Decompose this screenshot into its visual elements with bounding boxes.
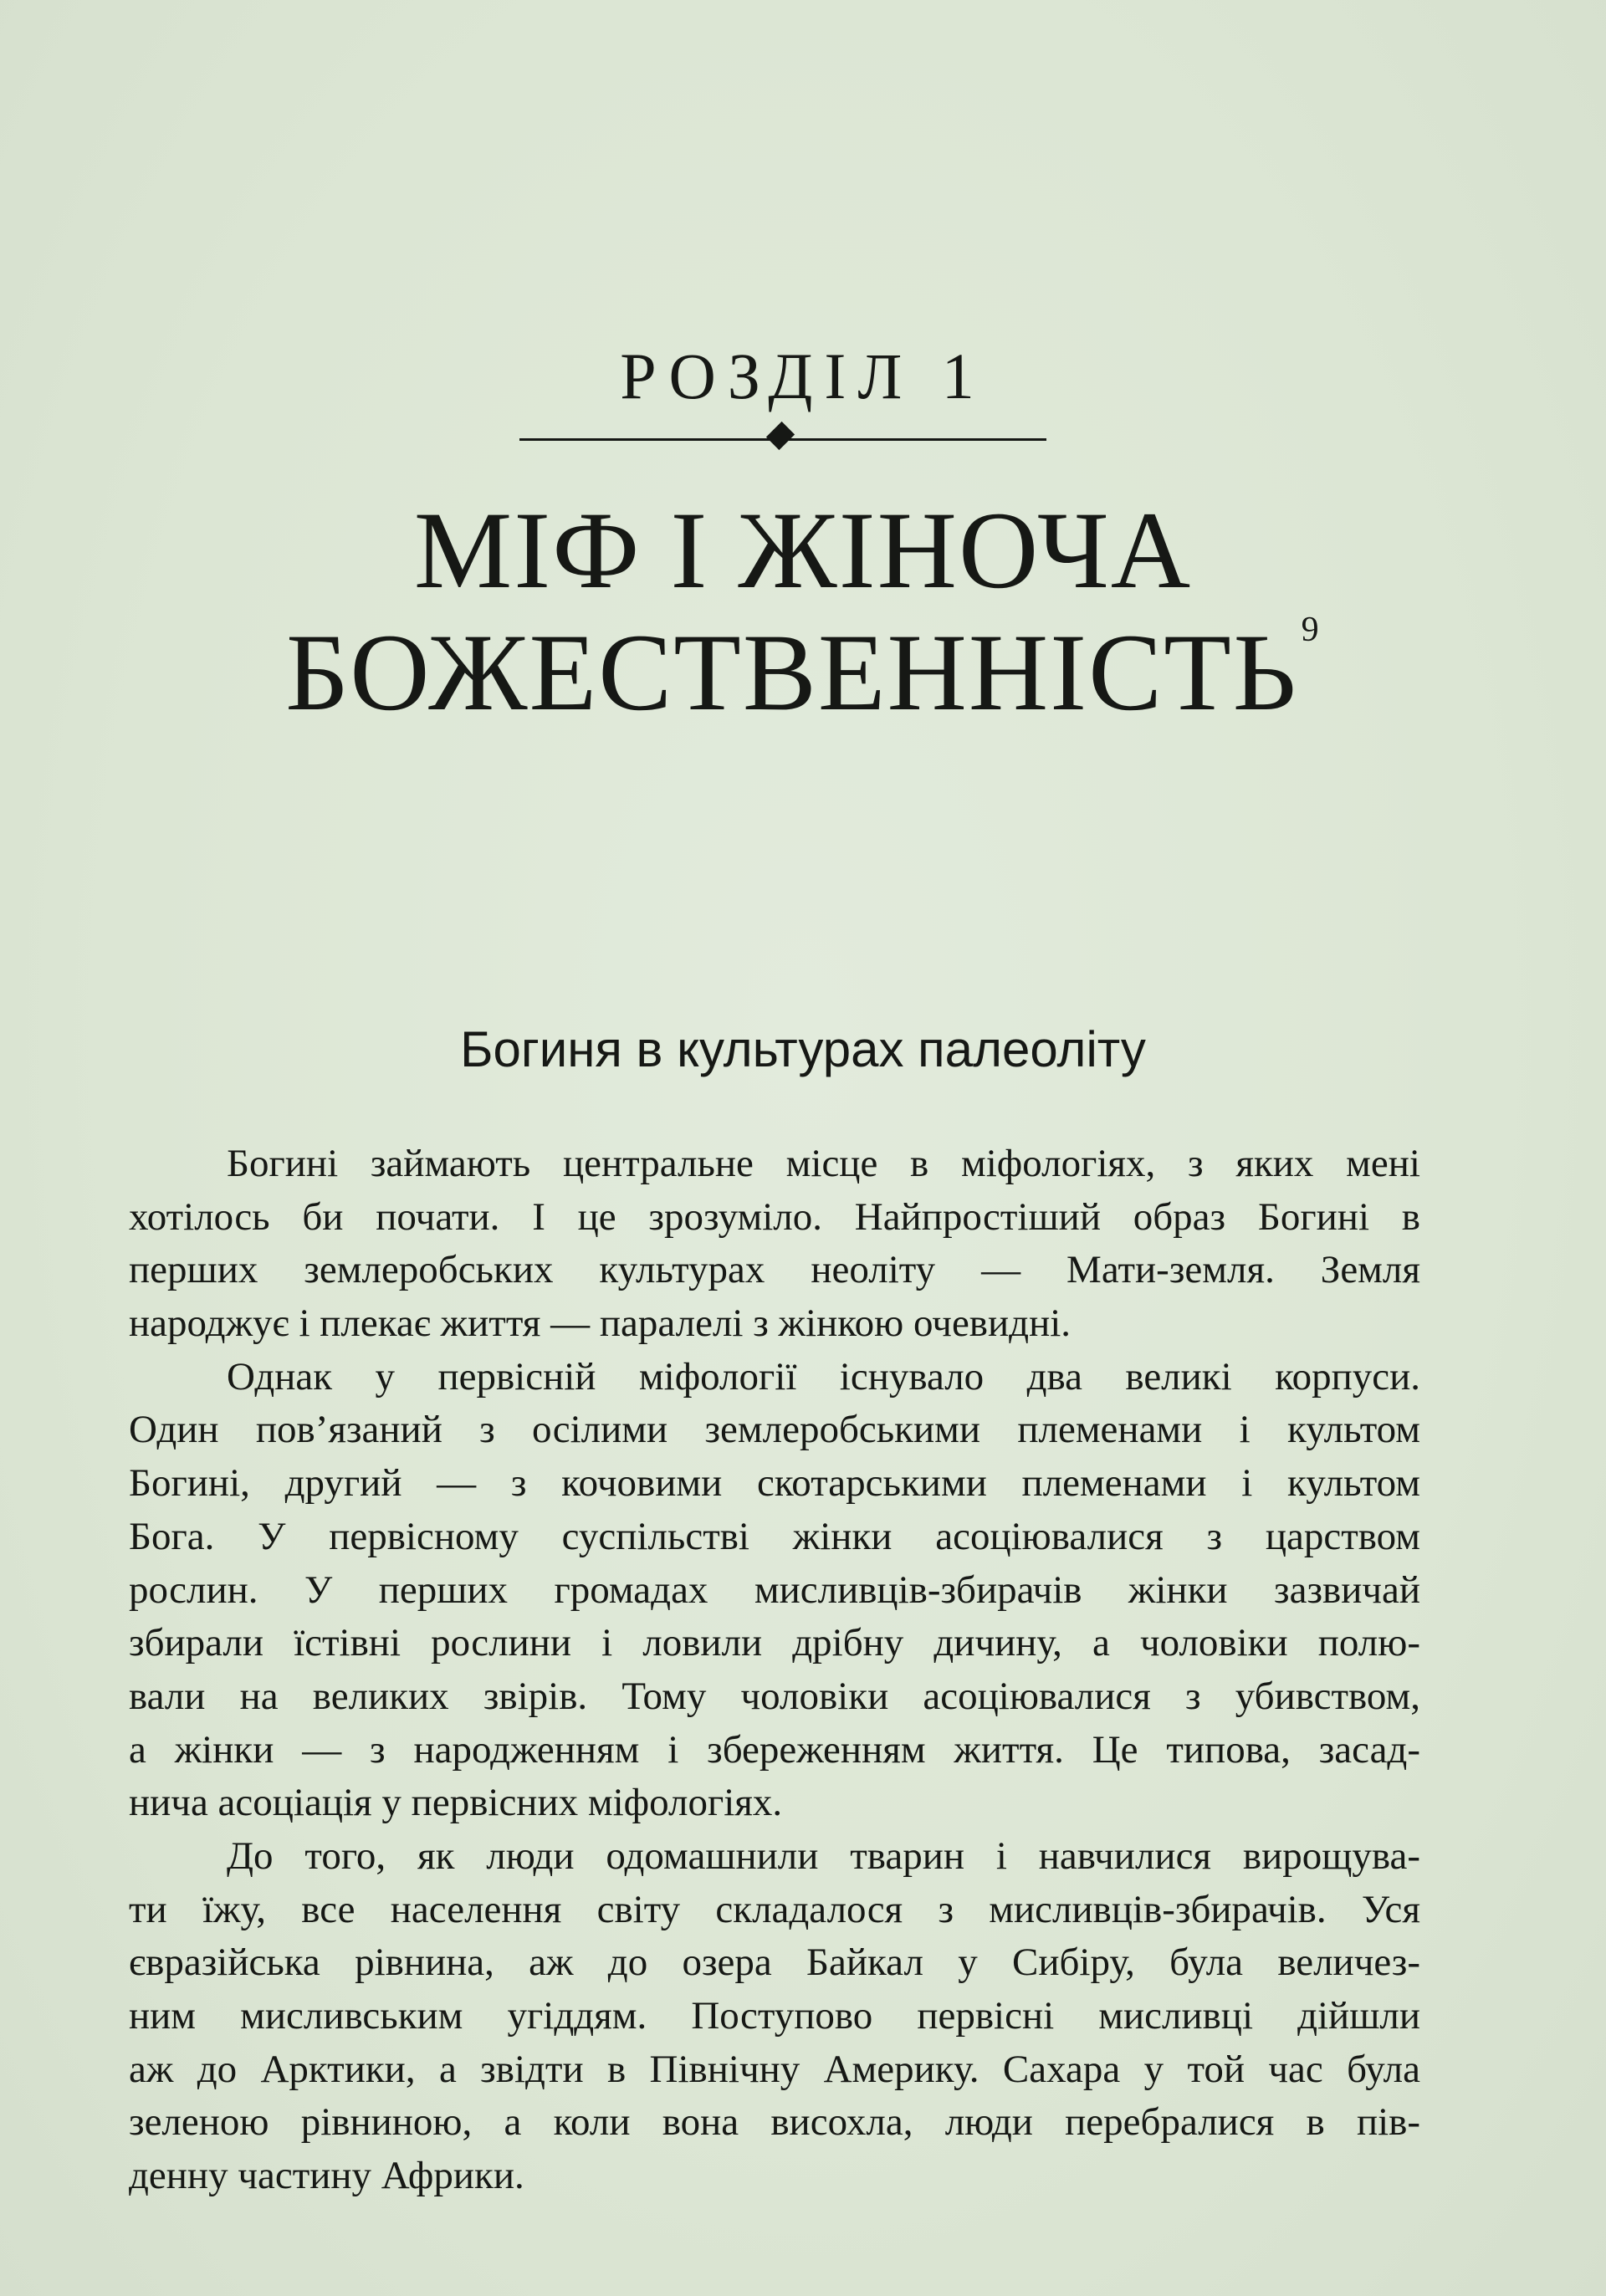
paragraph-3-line: ти їжу, все населення світу складалося з мисливців-збирачів. Уся [129,1887,1420,1931]
paragraph-3-line: До того, як люди одомашнили тварин і навчилися вирощува- [227,1833,1420,1878]
paragraph-2-line: рослин. У перших громадах мисливців-збирачів жінки зазвичай [129,1567,1420,1612]
paragraph-2-line: вали на великих звірів. Тому чоловіки асоціювалися з убивством, [129,1674,1420,1718]
paragraph-2-line: Однак у первісній міфології існувало два великі корпуси. [227,1354,1420,1399]
footnote-reference: 9 [1301,611,1321,649]
paragraph-3-line: аж до Арктики, а звідти в Північну Америку. Сахара у той час була [129,2047,1420,2091]
paragraph-3-line: денну частину Африки. [129,2154,524,2198]
diamond-icon [766,422,795,450]
section-heading: Богиня в культурах палеоліту [460,1021,1146,1077]
paragraph-3-line: ним мисливським угіддям. Поступово первісні мисливці дійшли [129,1994,1420,2038]
chapter-title-line-1: МІФ І ЖІНОЧА [413,488,1193,611]
ornament-divider [519,428,1046,450]
paragraph-1-line: народжує і плекає життя — паралелі з жінкою очевидні. [129,1301,1072,1346]
paragraph-2-line: а жінки — з народженням і збереженням життя. Це типова, засад- [129,1727,1420,1772]
body-text [129,1138,1420,2203]
paragraph-1-line: перших землеробських культурах неоліту — Мати-земля. Земля [129,1248,1420,1292]
chapter-title-text: БОЖЕСТВЕННІСТЬ [285,611,1298,734]
paragraph-1-line: Богині займають центральне місце в міфологіях, з яких мені [227,1142,1420,1185]
paragraph-2-line: збирали їстівні рослини і ловили дрібну дичину, а чоловіки полю- [129,1621,1420,1665]
paragraph-2-line: Богині, другий — з кочовими скотарськими племенами і культом [129,1461,1420,1506]
paragraph-3-line: зеленою рівниною, а коли вона висохла, люди перебралися в пів- [129,2100,1420,2145]
paragraph-3-line: євразійська рівнина, аж до озера Байкал у Сибіру, була величез- [129,1941,1420,1985]
paragraph-2-line: Бога. У первісному суспільстві жінки асоціювалися з царством [129,1514,1420,1558]
paragraph-2-line: нича асоціація у первісних міфологіях. [129,1781,783,1825]
chapter-title-line-2 [0,611,1606,734]
paragraph-2-line: Один пов’язаний з осілими землеробськими племенами і культом [129,1408,1420,1452]
chapter-label: РОЗДІЛ 1 [620,340,986,412]
paragraph-1-line: хотілось би почати. І це зрозуміло. Найпростіший образ Богині в [129,1194,1420,1239]
